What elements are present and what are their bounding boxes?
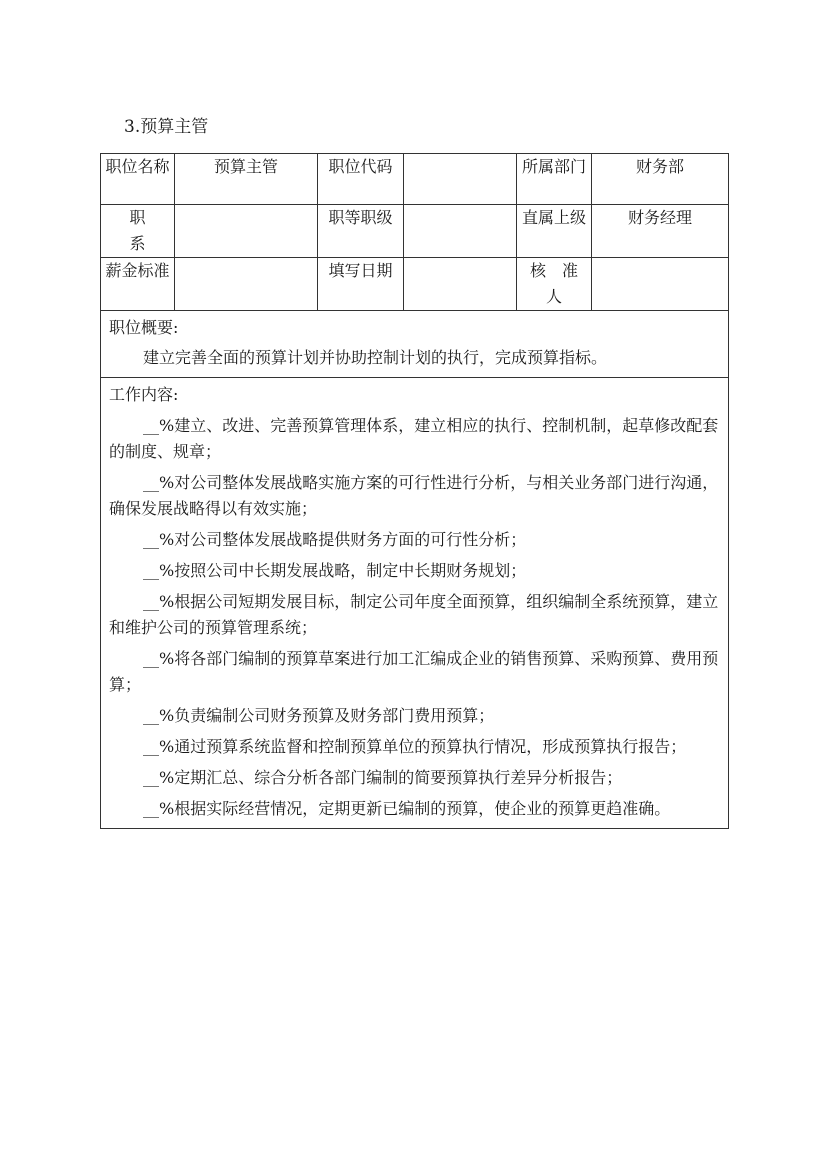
- list-item: __%对公司整体发展战略实施方案的可行性进行分析，与相关业务部门进行沟通，确保发展战略得以有效实施；: [109, 473, 719, 518]
- list-item: __%负责编制公司财务预算及财务部门费用预算；: [143, 706, 495, 725]
- direct-supervisor-label: 直属上级: [517, 205, 592, 258]
- job-family-label: 职 系: [101, 205, 175, 258]
- list-item: __%建立、改进、完善预算管理体系，建立相应的执行、控制机制，起草修改配套的制度、规章；: [109, 416, 719, 461]
- department-value: 财务部: [592, 154, 729, 205]
- salary-standard-label: 薪金标准: [101, 258, 175, 311]
- job-grade-value: [404, 205, 517, 258]
- list-item: __%根据公司短期发展目标，制定公司年度全面预算，组织编制全系统预算，建立和维护公司的预算管理系统；: [109, 592, 719, 637]
- list-item: __%通过预算系统监督和控制预算单位的预算执行情况，形成预算执行报告；: [143, 737, 687, 756]
- fill-date-label: 填写日期: [318, 258, 404, 311]
- list-item: __%按照公司中长期发展战略，制定中长期财务规划；: [143, 561, 527, 580]
- summary-section: [101, 311, 729, 378]
- table-row: [101, 205, 729, 258]
- section-heading: 3.预算主管: [124, 117, 209, 137]
- work-title: 工作内容:: [109, 385, 179, 404]
- table-row: [101, 378, 729, 829]
- department-label: 所属部门: [517, 154, 592, 205]
- salary-standard-value: [175, 258, 318, 311]
- job-grade-label: 职等职级: [318, 205, 404, 258]
- list-item: __%定期汇总、综合分析各部门编制的简要预算执行差异分析报告；: [143, 768, 623, 787]
- position-code-label: 职位代码: [318, 154, 404, 205]
- position-name-value: 预算主管: [175, 154, 318, 205]
- position-code-value: [404, 154, 517, 205]
- fill-date-value: [404, 258, 517, 311]
- job-family-value: [175, 205, 318, 258]
- approver-value: [592, 258, 729, 311]
- list-item: __%对公司整体发展战略提供财务方面的可行性分析；: [143, 530, 527, 549]
- summary-title: 职位概要:: [109, 318, 179, 337]
- table-row: [101, 311, 729, 378]
- list-item: __%将各部门编制的预算草案进行加工汇编成企业的销售预算、采购预算、费用预算；: [109, 649, 719, 694]
- direct-supervisor-value: 财务经理: [592, 205, 729, 258]
- table-row: [101, 154, 729, 205]
- list-item: __%根据实际经营情况，定期更新已编制的预算，使企业的预算更趋准确。: [143, 799, 671, 818]
- work-section: [101, 378, 729, 829]
- table-row: [101, 258, 729, 311]
- job-description-table: [100, 153, 729, 829]
- position-name-label: 职位名称: [101, 154, 175, 205]
- approver-label: 核 准 人: [517, 258, 592, 311]
- summary-text: 建立完善全面的预算计划并协助控制计划的执行，完成预算指标。: [143, 348, 608, 367]
